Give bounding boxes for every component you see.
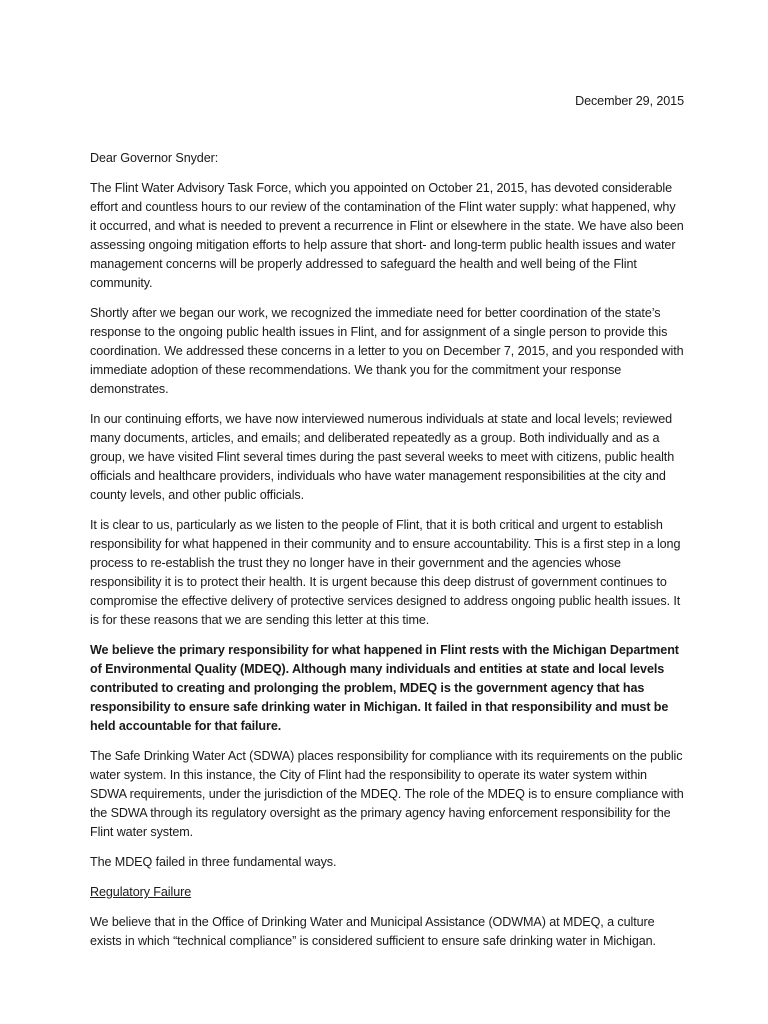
section-heading-regulatory-failure: Regulatory Failure: [90, 885, 192, 899]
paragraph-three-failures: The MDEQ failed in three fundamental ways.: [90, 855, 337, 869]
paragraph-accountability: It is clear to us, particularly as we listen to the people of Flint, that it is both critical and urgent to establish responsibility for what happened in their community and to ensure accountability. This is a first step in a long process to re-establish the trust they no longer have in their government and the agencies whose responsibility it is to protect their health. It is urgent because this deep distrust of government continues to compromise the effective delivery of protective services designed to address ongoing public health issues. It is for these reasons that we are sending this letter at this time.: [90, 518, 681, 627]
paragraph-coordination: Shortly after we began our work, we recognized the immediate need for better coordination of the state’s response to the ongoing public health issues in Flint, and for assignment of a single person to provide this coordination. We addressed these concerns in a letter to you on December 7, 2015, and you responded with immediate adoption of these recommendations. We thank you for the commitment your response demonstrates.: [90, 306, 684, 396]
letter-date: December 29, 2015: [575, 94, 684, 108]
paragraph-mdeq-responsibility: We believe the primary responsibility for what happened in Flint rests with the Michigan Department of Environmental Quality (MDEQ). Although many individuals and entities at state and local levels contributed to creating and prolonging the problem, MDEQ is the government agency that has responsibility to ensure safe drinking water in Michigan. It failed in that responsibility and must be held accountable for that failure.: [90, 643, 679, 733]
salutation: Dear Governor Snyder:: [90, 151, 219, 165]
paragraph-continuing-efforts: In our continuing efforts, we have now interviewed numerous individuals at state and local levels; reviewed many documents, articles, and emails; and deliberated repeatedly as a group. Both individually and as a group, we have visited Flint several times during the past several weeks to meet with citizens, public health officials and healthcare providers, individuals who have water management responsibilities at the city and county levels, and other public officials.: [90, 412, 675, 502]
letter-body: [90, 92, 684, 962]
paragraph-odwma-culture: We believe that in the Office of Drinking Water and Municipal Assistance (ODWMA) at MDEQ, a culture exists in which “technical compliance” is considered sufficient to ensure safe drinking water in Michigan.: [90, 915, 656, 948]
paragraph-sdwa: The Safe Drinking Water Act (SDWA) places responsibility for compliance with its requirements on the public water system. In this instance, the City of Flint had the responsibility to operate its water system within SDWA requirements, under the jurisdiction of the MDEQ. The role of the MDEQ is to ensure compliance with the SDWA through its regulatory oversight as the primary agency having enforcement responsibility for the Flint water system.: [90, 749, 684, 839]
paragraph-task-force-intro: The Flint Water Advisory Task Force, which you appointed on October 21, 2015, has devoted considerable effort and countless hours to our review of the contamination of the Flint water supply: what happened, why it occurred, and what is needed to prevent a recurrence in Flint or elsewhere in the state. We have also been assessing ongoing mitigation efforts to help assure that short- and long-term public health issues and water management concerns will be properly addressed to safeguard the health and well being of the Flint community.: [90, 181, 684, 290]
